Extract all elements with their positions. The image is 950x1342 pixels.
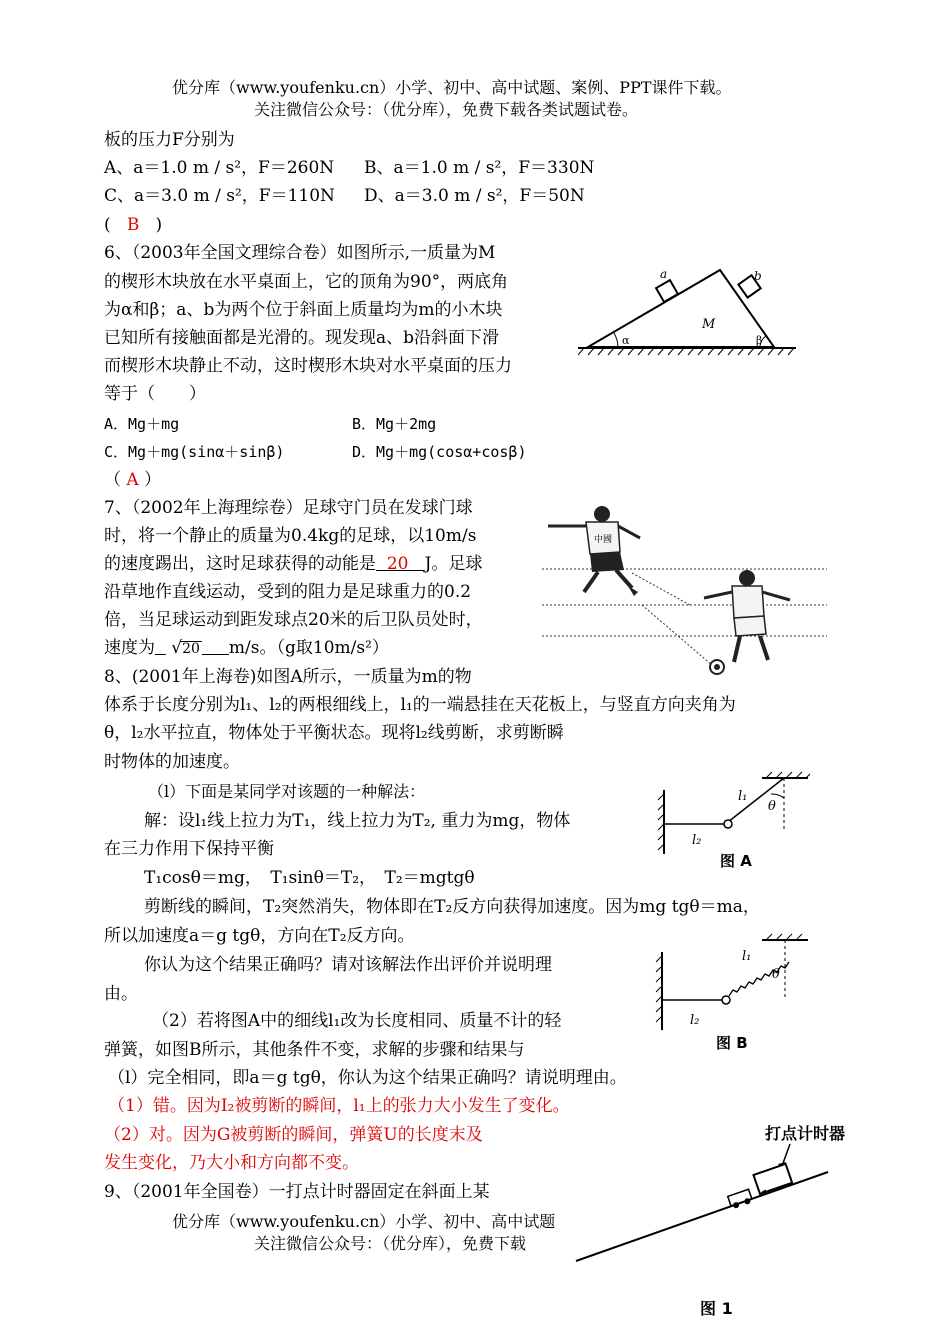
q5-option-d: D、a＝3.0 m / s²，F＝50N xyxy=(364,186,585,206)
q6-option-a: A．Mg＋mg xyxy=(104,415,180,433)
q5-option-c: C、a＝3.0 m / s²，F＝110N xyxy=(104,186,335,206)
q8-line-8: T₁cosθ＝mg， T₁sinθ＝T₂， T₂＝mgtgθ xyxy=(144,868,475,888)
q7-line-3a: 的速度踢出，这时足球获得的动能是 xyxy=(104,554,376,574)
fig-b-theta: θ xyxy=(772,967,780,982)
q8-line-7: 在三力作用下保持平衡 xyxy=(104,839,274,859)
q6-line-1: 6、（2003年全国文理综合卷）如图所示,一质量为M xyxy=(104,243,496,263)
q8-line-10: 所以加速度a＝g tgθ，方向在T₂反方向。 xyxy=(104,926,415,946)
label-beta: β xyxy=(756,334,763,347)
q6-line-6: 等于（ ） xyxy=(104,384,206,404)
q5-continuation: 板的压力F分别为 xyxy=(104,130,235,150)
figure-1-caption: 图 1 xyxy=(700,1299,733,1318)
spring xyxy=(729,962,789,996)
timer-box xyxy=(753,1164,792,1194)
mass-b xyxy=(722,996,730,1004)
footer-line-1: 优分库（www.youfenku.cn）小学、初中、高中试题 xyxy=(172,1212,556,1231)
q6-option-c: C．Mg＋mg(sinα＋sinβ) xyxy=(104,443,285,461)
q6-line-4: 已知所有接触面都是光滑的。现发现a、b沿斜面下滑 xyxy=(104,328,500,348)
q8-line-11: 你认为这个结果正确吗？请对该解法作出评价并说明理 xyxy=(144,955,552,975)
q5-answer: ( B ) xyxy=(104,215,163,235)
q7-line-6a: 速度为 xyxy=(104,638,155,658)
q7-line-4: 沿草地作直线运动，受到的阻力是足球重力的0.2 xyxy=(104,582,472,602)
figure-b xyxy=(650,930,810,1035)
q6-line-3: 为α和β；a、b为两个位于斜面上质量均为m的小木块 xyxy=(104,300,503,320)
timer-label: 打点计时器 xyxy=(765,1124,846,1143)
q5-option-b: B、a＝1.0 m / s²，F＝330N xyxy=(364,158,595,178)
q8-line-13: （2）若将图A中的细线l₁改为长度相同、质量不计的轻 xyxy=(152,1011,562,1031)
q8-answer-2b: 发生变化，乃大小和方向都不变。 xyxy=(104,1153,359,1173)
q6-line-2: 的楔形木块放在水平桌面上，它的顶角为90°，两底角 xyxy=(104,272,509,292)
header-line-2: 关注微信公众号：（优分库），免费下载各类试题试卷。 xyxy=(254,100,639,119)
q8-line-9: 剪断线的瞬间，T₂突然消失，物体即在T₂反方向获得加速度。因为mg tgθ＝ma， xyxy=(144,897,760,917)
fig-a-l1: l₁ xyxy=(738,789,748,804)
q8-line-4: 时物体的加速度。 xyxy=(104,752,240,772)
fig-b-l2: l₂ xyxy=(690,1013,700,1028)
q8-line-5: （l）下面是某同学对该题的一种解法： xyxy=(148,782,426,801)
q7-answer-1: 20 xyxy=(386,554,409,574)
fig-a-theta: θ xyxy=(768,799,776,814)
kicker-player xyxy=(548,506,640,596)
q7-answer-2: 20 xyxy=(182,641,200,657)
q7-line-1: 7、（2002年上海理综卷）足球守门员在发球门球 xyxy=(104,498,473,518)
label-b: b xyxy=(754,269,762,283)
q7-line-2: 时，将一个静止的质量为0.4kg的足球，以10m/s xyxy=(104,526,477,546)
figure-a-caption: 图 A xyxy=(720,852,752,870)
q6-answer: （ A ） xyxy=(104,470,162,490)
q7-line-5: 倍，当足球运动到距发球点20米的后卫队员处时， xyxy=(104,610,483,630)
defender-player xyxy=(704,570,790,662)
wedge-figure xyxy=(578,258,798,358)
q8-line-6: 解：设l₁线上拉力为T₁，线上拉力为T₂, 重力为mg，物体 xyxy=(144,811,571,831)
fig-a-l2: l₂ xyxy=(692,833,702,848)
figure-b-caption: 图 B xyxy=(716,1034,748,1052)
q8-line-14: 弹簧，如图B所示，其他条件不变，求解的步骤和结果与 xyxy=(104,1040,525,1060)
q7-line-3 xyxy=(104,554,483,574)
q9-line-1: 9、（2001年全国卷）一打点计时器固定在斜面上某 xyxy=(104,1182,490,1202)
q8-line-2: 体系于长度分别为l₁、l₂的两根细线上，l₁的一端悬挂在天花板上，与竖直方向夹角为 xyxy=(104,695,736,715)
soccer-figure xyxy=(542,500,832,680)
q8-line-12: 由。 xyxy=(104,984,138,1004)
q6-option-d: D．Mg＋mg(cosα+cosβ) xyxy=(352,443,527,461)
header-line-1: 优分库（www.youfenku.cn）小学、初中、高中试题、案例、PPT课件下载。 xyxy=(172,78,732,97)
label-a: a xyxy=(660,267,668,281)
q8-line-3: θ，l₂水平拉直，物体处于平衡状态。现将l₂线剪断，求剪断瞬 xyxy=(104,723,564,743)
q5-option-a: A、a＝1.0 m / s²，F＝260N xyxy=(104,158,335,178)
incline-surface xyxy=(576,1172,828,1261)
q5-answer-value: B xyxy=(126,215,140,235)
q8-line-15: （l）完全相同，即a＝g tgθ，你认为这个结果正确吗？请说明理由。 xyxy=(108,1068,627,1088)
footer-line-2: 关注微信公众号：（优分库），免费下载 xyxy=(254,1234,527,1253)
fig-b-l1: l₁ xyxy=(742,949,752,964)
q6-answer-value: A xyxy=(126,470,139,490)
q8-answer-2a: （2）对。因为G被剪断的瞬间，弹簧U的长度末及 xyxy=(104,1125,483,1145)
q7-line-6b: m/s。（g取10m/s²） xyxy=(228,638,389,658)
mass-a xyxy=(724,820,732,828)
q7-line-6: 速度为 √20 m/s。（g取10m/s²） xyxy=(104,638,389,658)
label-M: M xyxy=(702,317,716,332)
q6-option-b: B．Mg＋2mg xyxy=(352,415,437,433)
q8-line-1: 8、(2001年上海卷)如图A所示，一质量为m的物 xyxy=(104,667,472,687)
label-alpha: α xyxy=(622,334,630,347)
block-a xyxy=(656,280,678,302)
incline-figure xyxy=(572,1140,832,1265)
q7-line-3b: J。足球 xyxy=(424,554,483,574)
q6-line-5: 而楔形木块静止不动，这时楔形木块对水平桌面的压力 xyxy=(104,356,512,376)
kicker-shirt-text: 中國 xyxy=(594,535,613,545)
q8-answer-1: （1）错。因为I₂被剪断的瞬间，l₁上的张力大小发生了变化。 xyxy=(108,1096,570,1116)
